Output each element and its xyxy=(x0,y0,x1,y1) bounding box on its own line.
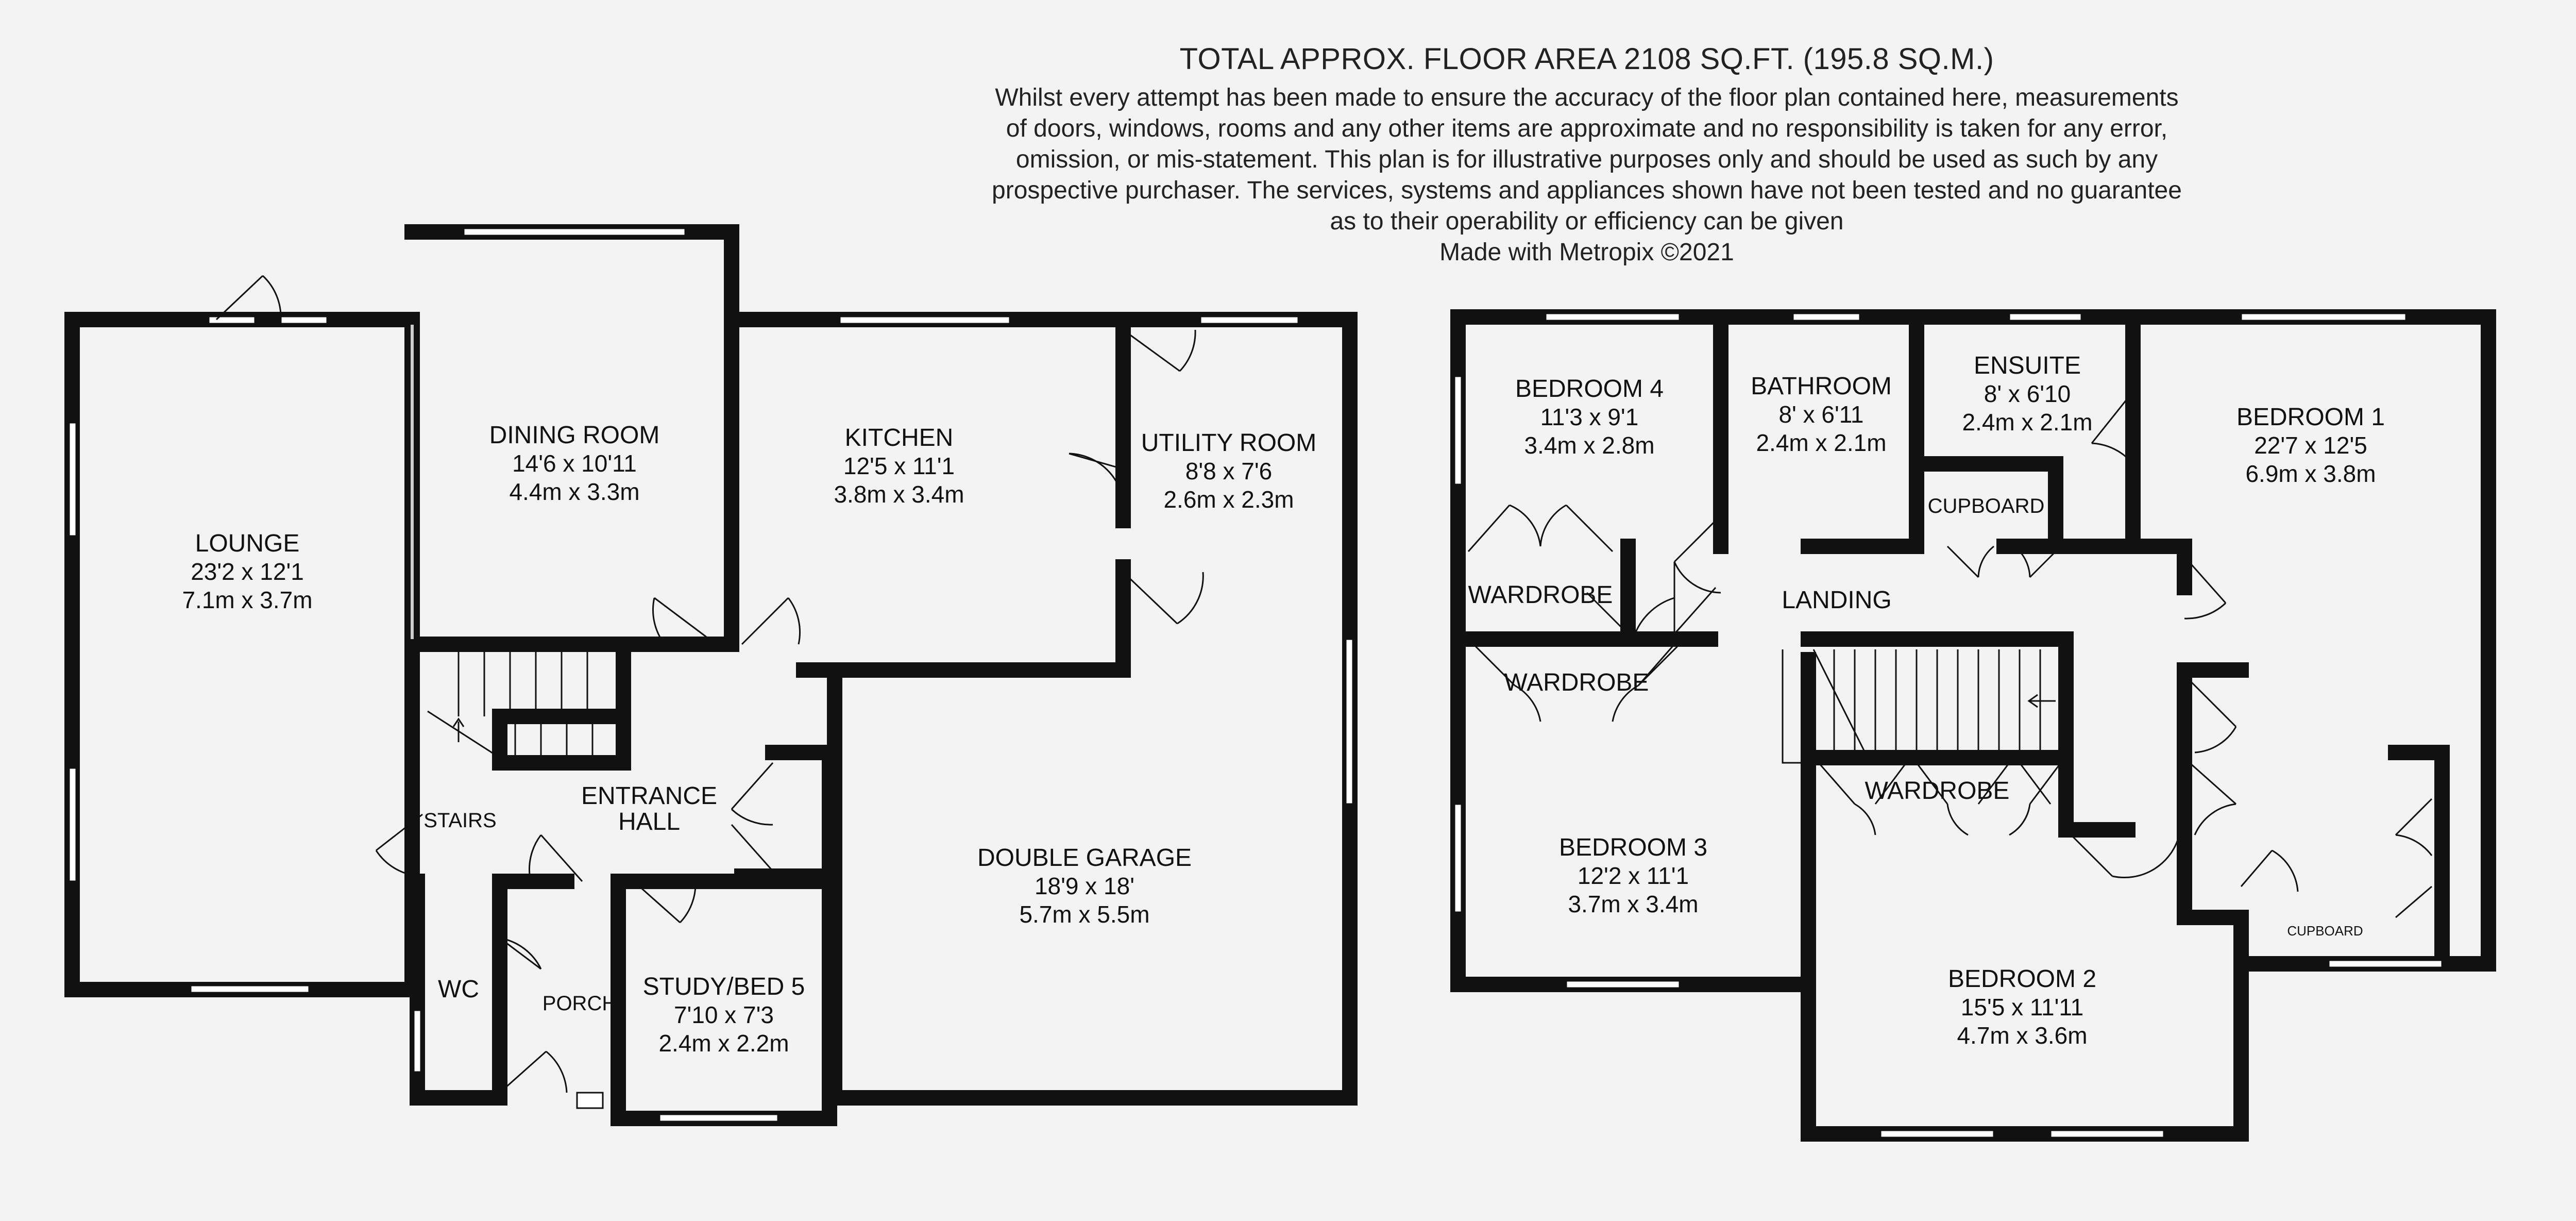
bedroom3-imperial: 12'2 x 11'1 xyxy=(1577,862,1689,889)
kitchen-metric: 3.8m x 3.4m xyxy=(834,481,964,508)
study-imperial: 7'10 x 7'3 xyxy=(673,1001,774,1028)
bedroom2-name: BEDROOM 2 xyxy=(1947,965,2097,993)
wardrobe-b3-label: WARDROBE xyxy=(1504,669,1649,696)
landing-label: LANDING xyxy=(1782,587,1892,614)
kitchen-name: KITCHEN xyxy=(844,424,954,451)
cupboard-bottom-label: CUPBOARD xyxy=(2287,923,2363,939)
porch-label: PORCH xyxy=(542,992,617,1015)
ground-floor-labels xyxy=(182,422,1316,1057)
dining-room-metric: 4.4m x 3.3m xyxy=(509,478,640,505)
bedroom1-imperial: 22'7 x 12'5 xyxy=(2254,432,2367,459)
double-garage-name: DOUBLE GARAGE xyxy=(977,844,1192,872)
disclaimer-line-5: as to their operability or efficiency can be given xyxy=(1330,208,1844,235)
disclaimer-line-3: omission, or mis-statement. This plan is for illustrative purposes only and should be used as such by any xyxy=(1015,146,2158,173)
bedroom1-metric: 6.9m x 3.8m xyxy=(2245,460,2376,487)
ensuite-metric: 2.4m x 2.1m xyxy=(1962,409,2093,436)
wc-label: WC xyxy=(438,976,479,1003)
ground-floor-stairs xyxy=(428,649,592,758)
metropix-credit: Made with Metropix ©2021 xyxy=(1439,239,1734,266)
bedroom4-metric: 3.4m x 2.8m xyxy=(1524,432,1655,459)
study-name: STUDY/BED 5 xyxy=(642,973,805,1000)
double-garage-imperial: 18'9 x 18' xyxy=(1034,873,1135,899)
stairs-label: STAIRS xyxy=(423,809,497,832)
bathroom-imperial: 8' x 6'11 xyxy=(1778,401,1864,428)
entrance-hall-name-line-2: HALL xyxy=(618,808,681,835)
dining-room-name: DINING ROOM xyxy=(489,422,660,449)
dining-room-imperial: 14'6 x 10'11 xyxy=(512,450,637,477)
lounge-metric: 7.1m x 3.7m xyxy=(182,587,313,613)
disclaimer-line-1: Whilst every attempt has been made to ensure the accuracy of the floor plan contained here, measurements xyxy=(995,84,2179,111)
bedroom2-metric: 4.7m x 3.6m xyxy=(1957,1022,2088,1049)
disclaimer-line-2: of doors, windows, rooms and any other items are approximate and no responsibility is taken for any error, xyxy=(1006,115,2168,142)
total-floor-area-title: TOTAL APPROX. FLOOR AREA 2108 SQ.FT. (195.8 SQ.M.) xyxy=(1179,42,1994,76)
disclaimer-line-4: prospective purchaser. The services, systems and appliances shown have not been tested and no guarantee xyxy=(992,177,2182,204)
first-floor-stairs xyxy=(1783,649,2056,763)
utility-room-name: UTILITY ROOM xyxy=(1141,429,1317,457)
ensuite-imperial: 8' x 6'10 xyxy=(1984,380,2071,407)
lounge-name: LOUNGE xyxy=(195,530,300,557)
study-metric: 2.4m x 2.2m xyxy=(658,1030,789,1057)
bedroom3-metric: 3.7m x 3.4m xyxy=(1568,891,1699,917)
double-garage-metric: 5.7m x 5.5m xyxy=(1019,901,1150,928)
entrance-hall-name-line-1: ENTRANCE xyxy=(581,782,718,810)
ensuite-name: ENSUITE xyxy=(1973,352,2081,379)
bedroom1-name: BEDROOM 1 xyxy=(2236,404,2385,431)
bedroom3-name: BEDROOM 3 xyxy=(1558,834,1708,861)
cupboard-top-label: CUPBOARD xyxy=(1927,495,2045,517)
bedroom4-imperial: 11'3 x 9'1 xyxy=(1540,404,1639,430)
kitchen-imperial: 12'5 x 11'1 xyxy=(843,453,955,479)
utility-room-imperial: 8'8 x 7'6 xyxy=(1185,458,1273,484)
wardrobe-b4-label: WARDROBE xyxy=(1468,581,1613,609)
wardrobe-b2-label: WARDROBE xyxy=(1865,777,2010,805)
utility-room-metric: 2.6m x 2.3m xyxy=(1163,486,1294,513)
bathroom-name: BATHROOM xyxy=(1751,373,1892,400)
bedroom4-name: BEDROOM 4 xyxy=(1515,375,1664,403)
lounge-imperial: 23'2 x 12'1 xyxy=(191,558,304,585)
bathroom-metric: 2.4m x 2.1m xyxy=(1756,429,1887,456)
bedroom2-imperial: 15'5 x 11'11 xyxy=(1960,994,2084,1021)
